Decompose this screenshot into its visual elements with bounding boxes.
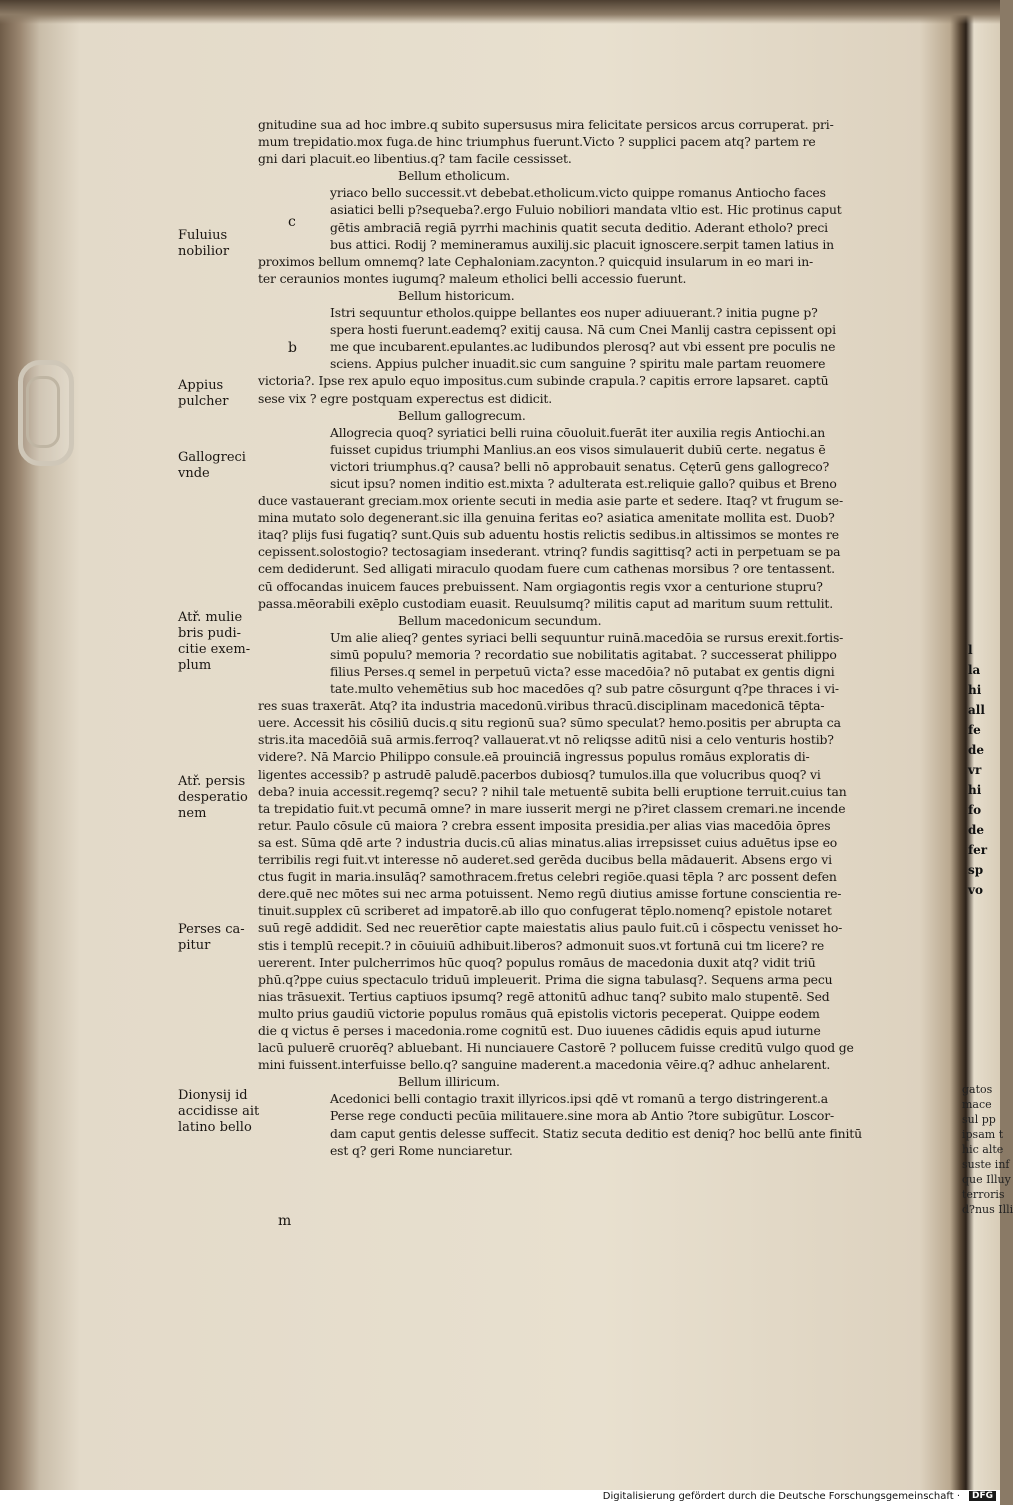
text-line: stris.ita macedōiā suā armis.ferroq? vallauerat.vt nō reliqsse aditū nisi a celo venturis hostib? [258,732,834,748]
text-line: ligentes accessib? p astrudē paludē.pacerbos dubiosq? tumulos.illa que volucribus quoq? vi [258,766,821,782]
text-line: Istri sequuntur etholos.quippe bellantes eos nuper adiuuerant.? initia pugne p? [330,305,818,321]
margin-note-dionysij: Dionysij id accidisse ait latino bello [178,1088,260,1135]
margin-letter-c: c [288,214,296,230]
text-line: cepissent.solostogio? tectosagiam insederant. vtrinq? fundis sagittisq? acti in perpetuam se pa [258,544,841,560]
text-line: victori triumphus.q? causa? belli nō approbauit senatus. Cęterū gens gallogreco? [330,458,830,474]
text-line: bus attici. Rodij ? memineramus auxilij.sic placuit ignoscere.serpit tamen latius in [330,236,834,252]
margin-letter-b: b [288,340,297,356]
text-line: sese vix ? egre postquam experectus est didicit. [258,390,553,406]
text-line: deba? inuia accessit.regemq? secu? ? nihil tale metuentē subita belli eruptione terruit.cuius tan [258,783,847,799]
text-line: dam caput gentis delesse suffecit. Statiz secuta deditio est deniq? hoc bellū ante finitū [330,1125,862,1141]
text-line: mum trepidatio.mox fuga.de hinc triumphus fuerunt.Victo ? supplici pacem atq? partem re [258,134,816,150]
footer-bar [0,1490,1000,1505]
text-line: Um alie alieq? gentes syriaci belli sequuntur ruinā.macedōia se rursus erexit.fortis- [330,629,844,645]
margin-note-appius: Appius pulcher [178,378,229,409]
margin-note-fulvius: Fuluius nobilior [178,228,230,259]
text-line: retur. Paulo cōsule cū maiora ? crebra essent imposita presidia.per alias vias macedōia ōpres [258,817,831,833]
main-text-block [258,116,880,1159]
text-line: duce vastauerant greciam.mox oriente secuti in media asie parte et sedere. Itaq? vt frugum se- [258,493,844,509]
text-line: tinuit.supplex cū scriberet ad impatorē.ab illo quo confugerat tēplo.nomenq? epistole notaret [258,903,832,919]
text-line: phū.q?ppe cuius spectaculo triduū impleuerit. Prima die signa tabulasq?. Sequens arma pecu [258,971,833,987]
text-line: sciens. Appius pulcher inuadit.sic cum sanguine ? spiritu male partam reuomere [330,356,826,372]
text-line: mini fuissent.interfuisse bello.q? sanguine maderent.a macedonia vēire.q? adhuc anhelarent. [258,1057,831,1073]
text-line: res suas traxerāt. Atq? ita industria macedonū.viribus thracū.disciplinam macedonicā tēpta- [258,698,825,714]
text-line: passa.mēorabili exēplo custodiam euasit. Reuulsumq? militis caput ad maritum suum rettulit. [258,595,834,611]
section-heading: Bellum historicum. [398,287,515,303]
section-heading: Bellum macedonicum secundum. [398,612,602,628]
section-heading: Bellum illiricum. [398,1074,500,1090]
margin-note-gallogreci: Gallogreci vnde [178,450,246,481]
text-line: gētis ambraciā regiā pyrrhi machinis quatit secuta deditio. Aderant etholo? preci [330,219,828,235]
text-line: proximos bellum omnemq? late Cephaloniam.zacynton.? quicquid insularum in eo mari in- [258,253,814,269]
text-line: nias trāsuexit. Tertius captiuos ipsumq? regē attonitū adhuc tanq? subito malo stupentē. Sed [258,988,830,1004]
text-line: Perse rege conducti pecūia militauere.sine mora ab Antio ?tore subigūtur. Loscor- [330,1108,835,1124]
text-line: cem dediderunt. Sed alligati miraculo quodam fuere cum cathenas morsibus ? ore tentassent. [258,561,835,577]
text-line: videre?. Nā Marcio Philippo consule.eā prouinciā ingressus populus romāus exploratis di- [258,749,810,765]
text-line: uere. Accessit his cōsiliū ducis.q situ regionū sua? sūmo speculat? hemo.positis per abrupta ca [258,715,841,731]
margin-letter-m: m [278,1213,292,1229]
text-line: ta trepidatio fuit.vt pecumā omne? in mare iusserit mergi ne p?iret classem cremari.ne incende [258,800,846,816]
text-line: me que incubarent.epulantes.ac ludibundos plerosq? aut vbi essent pre poculis ne [330,339,836,355]
text-line: est q? geri Rome nunciaretur. [330,1142,513,1158]
text-line: spera hosti fuerunt.eademq? exitij causa. Nā cum Cnei Manlij castra cepissent opi [330,322,836,338]
text-line: lacū puluerē cruorēq? abluebant. Hi nunciauere Castorē ? pollucem fuisse creditū vulgo quod ge [258,1040,854,1056]
facing-page-fragment-bottom: gatos mace sul pp ipsam t hic alte suste inf que Illuy terroris d?nus Illi [962,1083,1013,1216]
text-line: terribilis regi fuit.vt interesse nō auderet.sed gerēda ducibus bella mādauerit. Absens ergo vi [258,852,832,868]
margin-note-persis: Atř. persis desperatio nem [178,774,248,821]
text-line: itaq? plijs fusi fugatiq? sunt.Quis sub aduentu hostis relictis sedibus.in altissimos se montes re [258,527,839,543]
text-line: yriaco bello successit.vt debebat.etholicum.victo quippe romanus Antiocho faces [330,185,826,201]
text-line: sa est. Sūma qdē arte ? industria ducis.cū alias minatus.alias irrepsisset cuius aduētus ipse eo [258,834,838,850]
footer-credit: Digitalisierung gefördert durch die Deutsche Forschungsgemeinschaft · [602,1491,960,1502]
text-line: dere.quē nec mōtes sui nec arma potuissent. Nemo regū diutius amisse fortune conscientia re- [258,886,842,902]
dfg-logo: DFG [969,1491,996,1501]
paper-clip-inner-mark [26,376,60,448]
text-line: tate.multo vehemētius sub hoc macedōes q? sub patre cōsurgunt q?pe thraces i vi- [330,681,839,697]
text-line: Acedonici belli contagio traxit illyricos.ipsi qdē vt romanū a tergo distringerent.a [330,1091,828,1107]
text-line: die q victus ē perses i macedonia.rome cognitū est. Duo iuuenes cādidis equis apud iuturne [258,1022,821,1038]
text-line: filius Perses.q semel in perpetuū victa? esse macedōia? nō putabat ex gentis digni [330,664,835,679]
text-line: gnitudine sua ad hoc imbre.q subito supersusus mira felicitate persicos arcus corruperat. pri- [258,117,834,132]
text-line: uererent. Inter pulcherrimos hūc quoq? populus romāus de macedonia duxit atq? vidit triū [258,954,816,970]
text-line: cū offocandas inuicem fauces prebuissent. Nam orgiagontis regis vxor a centurione stupru? [258,578,823,594]
text-line: sicut ipsu? nomen inditio est.mixta ? adulterata est.reliquie gallo? quibus et Breno [330,475,837,491]
text-line: suū regē addidit. Sed nec reuerētior capte maiestatis alius paulo fuit.cū i cōspectu venisset ho- [258,920,843,936]
facing-page-fragment-top: l la hi all fe de vr hi fo de fer sp vo [968,643,988,897]
text-line: ctus fugit in maria.insulāq? samothracem.fretus celebri regiōe.quasi tēpla ? arc possent defen [258,869,837,885]
text-line: victoria?. Ipse rex apulo equo impositus.cum subinde crapula.? capitis errore lapsaret. captū [258,373,829,389]
text-line: multo prius gaudiū victorie populus romāus quā epistolis victoris peceperat. Quippe eodem [258,1005,820,1021]
section-heading: Bellum gallogrecum. [398,407,526,423]
margin-note-mulier: Atř. mulie bris pudi- citie exem- plum [178,610,251,673]
page-top-edge [0,0,1000,24]
text-line: gni dari placuit.eo libentius.q? tam facile cessisset. [258,151,572,167]
text-line: fuisset cupidus triumphi Manlius.an eos visos simulauerit dubiū certe. negatus ē [330,441,826,457]
section-heading: Bellum etholicum. [398,168,510,184]
text-line: asiatici belli p?sequeba?.ergo Fuluio nobiliori mandata vltio est. Hic protinus caput [330,202,842,218]
text-line: mina mutato solo degenerant.sic illa genuina feritas eo? asiatica amenitate mollita est. Duob? [258,510,835,526]
margin-note-perses: Perses ca- pitur [178,922,245,953]
text-line: ter ceraunios montes iugumq? maleum etholici belli accessio fuerunt. [258,270,687,286]
text-line: simū populu? memoria ? recordatio sue nobilitatis agitabat. ? successerat philippo [330,646,837,662]
text-line: stis i templū recepit.? in cōuiuiū adhibuit.liberos? admonuit suos.vt fortunā cui tm licere? re [258,937,825,953]
text-line: Allogrecia quoq? syriatici belli ruina cōuoluit.fuerāt iter auxilia regis Antiochi.an [330,424,826,440]
